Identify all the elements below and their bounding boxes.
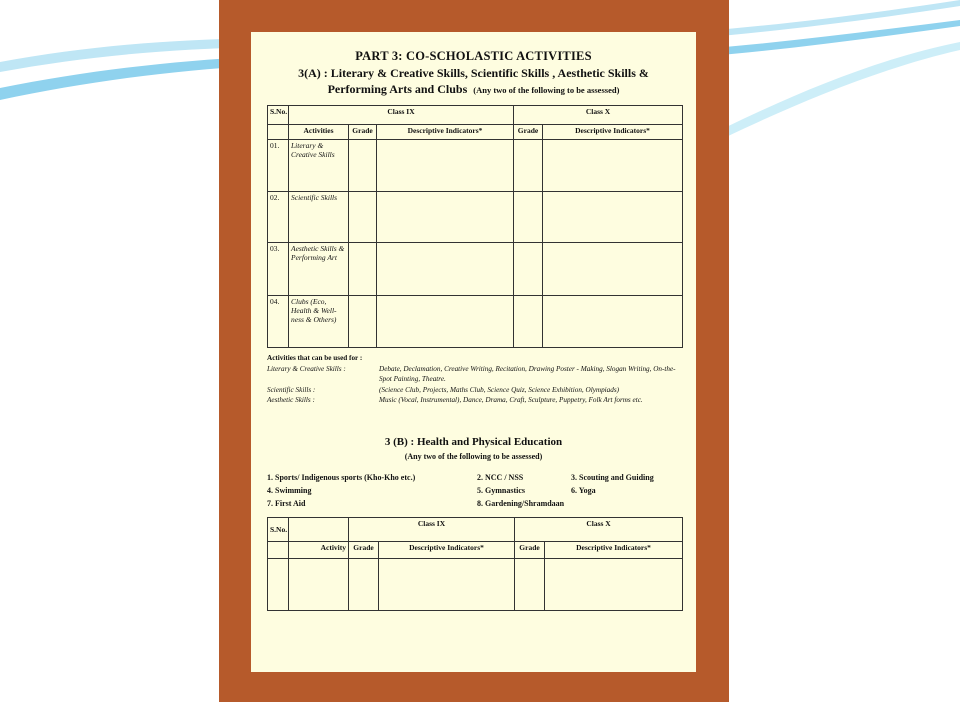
grade-cell[interactable] bbox=[515, 559, 545, 611]
col-activity: Activity bbox=[289, 542, 349, 559]
col-grade-x: Grade bbox=[515, 542, 545, 559]
row-sno: 03. bbox=[268, 243, 289, 296]
table-a-header-row2 bbox=[268, 125, 683, 140]
list-row bbox=[267, 497, 687, 510]
table-a-header-row1 bbox=[268, 106, 683, 125]
descriptive-cell[interactable] bbox=[377, 192, 514, 243]
table-b-header-row2 bbox=[268, 542, 683, 559]
list-item: 5. Gymnastics bbox=[477, 486, 525, 495]
descriptive-cell[interactable] bbox=[377, 243, 514, 296]
activity-label: Scientific Skills : bbox=[267, 385, 316, 394]
col-grade-ix: Grade bbox=[349, 125, 377, 140]
list-row bbox=[267, 484, 687, 497]
grade-cell[interactable] bbox=[349, 559, 379, 611]
descriptive-cell[interactable] bbox=[543, 243, 683, 296]
activity-desc: (Science Club, Projects, Maths Club, Science Quiz, Science Exhibition, Olympiads) bbox=[379, 385, 620, 394]
row-activity: Aesthetic Skills & Performing Art bbox=[289, 243, 349, 296]
activity-label: Aesthetic Skills : bbox=[267, 396, 315, 404]
row-activity: Scientific Skills bbox=[289, 192, 349, 243]
list-row bbox=[267, 471, 687, 484]
col-descriptive-x: Descriptive Indicators* bbox=[543, 125, 683, 140]
grade-cell[interactable] bbox=[514, 296, 543, 348]
section-title-line2-text: Performing Arts and Clubs bbox=[327, 82, 468, 96]
grade-cell[interactable] bbox=[349, 140, 377, 192]
col-descriptive-ix: Descriptive Indicators* bbox=[377, 125, 514, 140]
table-row bbox=[268, 192, 683, 243]
activities-table-a bbox=[267, 105, 683, 348]
list-item: 6. Yoga bbox=[571, 486, 596, 495]
descriptive-cell[interactable] bbox=[545, 559, 683, 611]
activities-table-b bbox=[267, 517, 683, 611]
list-item: 8. Gardening/Shramdaan bbox=[477, 499, 565, 508]
activity-label: Literary & Creative Skills : bbox=[267, 364, 346, 373]
activities-list-title: Activities that can be used for : bbox=[267, 354, 363, 362]
list-item: 7. First Aid bbox=[267, 499, 306, 508]
activity-cell[interactable] bbox=[289, 559, 349, 611]
row-sno: 01. bbox=[268, 140, 289, 192]
activity-desc: Debate, Declamation, Creative Writing, Recitation, Drawing Poster - Making, Slogan Writing, On-the-Spot Painting, Theatre. bbox=[379, 364, 676, 383]
list-item: 2. NCC / NSS bbox=[477, 473, 524, 482]
grade-cell[interactable] bbox=[514, 140, 543, 192]
col-sno: S.No. bbox=[268, 106, 289, 125]
grade-cell[interactable] bbox=[514, 243, 543, 296]
report-page bbox=[251, 32, 696, 672]
row-activity: Clubs (Eco, Health & Well-ness & Others) bbox=[289, 296, 349, 348]
part-title: PART 3: CO-SCHOLASTIC ACTIVITIES bbox=[355, 49, 592, 63]
col-grade-x: Grade bbox=[514, 125, 543, 140]
list-item: 1. Sports/ Indigenous sports (Kho-Kho etc.) bbox=[267, 473, 416, 482]
col-class-x: Class X bbox=[514, 106, 683, 125]
section-note: (Any two of the following to be assessed) bbox=[473, 85, 620, 95]
activities-list bbox=[267, 353, 687, 406]
descriptive-cell[interactable] bbox=[377, 140, 514, 192]
col-class-ix: Class IX bbox=[349, 518, 515, 542]
activity-desc: Music (Vocal, Instrumental), Dance, Drama, Craft, Sculpture, Puppetry, Folk Art forms etc. bbox=[379, 396, 643, 404]
col-sno: S.No. bbox=[268, 518, 289, 542]
table-row bbox=[268, 140, 683, 192]
col-grade-ix: Grade bbox=[349, 542, 379, 559]
col-class-x: Class X bbox=[515, 518, 683, 542]
grade-cell[interactable] bbox=[349, 192, 377, 243]
grade-cell[interactable] bbox=[349, 296, 377, 348]
descriptive-cell[interactable] bbox=[379, 559, 515, 611]
list-item bbox=[267, 385, 687, 396]
descriptive-cell[interactable] bbox=[543, 192, 683, 243]
descriptive-cell[interactable] bbox=[543, 140, 683, 192]
table-row bbox=[268, 559, 683, 611]
grade-cell[interactable] bbox=[514, 192, 543, 243]
col-activities: Activities bbox=[289, 125, 349, 140]
health-activities-list bbox=[267, 471, 687, 510]
list-item: 4. Swimming bbox=[267, 486, 312, 495]
table-row bbox=[268, 296, 683, 348]
col-descriptive-ix: Descriptive Indicators* bbox=[379, 542, 515, 559]
grade-cell[interactable] bbox=[349, 243, 377, 296]
col-descriptive-x: Descriptive Indicators* bbox=[545, 542, 683, 559]
row-sno: 04. bbox=[268, 296, 289, 348]
table-b-header-row1 bbox=[268, 518, 683, 542]
row-sno: 02. bbox=[268, 192, 289, 243]
section-b-title: 3 (B) : Health and Physical Education bbox=[384, 436, 563, 448]
section-b-note: (Any two of the following to be assessed) bbox=[404, 452, 543, 461]
col-class-ix: Class IX bbox=[289, 106, 514, 125]
list-item bbox=[267, 395, 687, 406]
list-item: 3. Scouting and Guiding bbox=[571, 473, 654, 482]
descriptive-cell[interactable] bbox=[377, 296, 514, 348]
table-row bbox=[268, 243, 683, 296]
row-activity: Literary & Creative Skills bbox=[289, 140, 349, 192]
descriptive-cell[interactable] bbox=[543, 296, 683, 348]
section-title-line1: 3(A) : Literary & Creative Skills, Scientific Skills , Aesthetic Skills & bbox=[298, 66, 649, 80]
section-title-line2 bbox=[251, 82, 696, 97]
list-item bbox=[267, 364, 687, 385]
